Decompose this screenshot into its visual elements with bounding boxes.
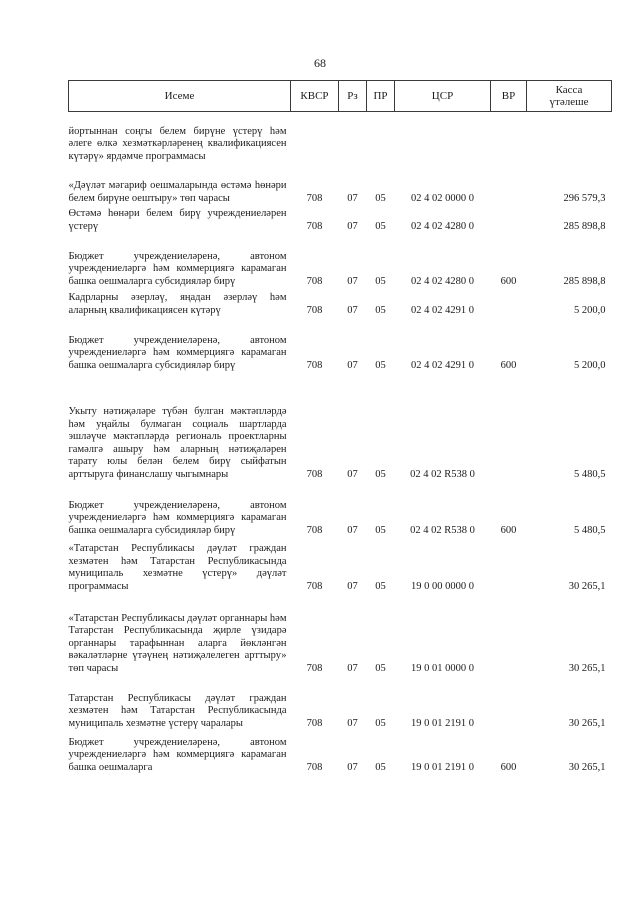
row-kvsr: [291, 112, 339, 165]
row-pr: 05: [375, 580, 386, 592]
row-vr: 600: [500, 359, 517, 371]
row-kvsr: 708: [306, 662, 323, 674]
row-kvsr: 708: [306, 580, 323, 592]
row-rz: 07: [347, 192, 358, 204]
row-rz: 07: [347, 220, 358, 232]
row-vr: [491, 207, 527, 235]
header-name: Исеме: [69, 81, 291, 112]
table-row: [69, 595, 612, 677]
row-pr: 05: [375, 524, 386, 536]
header-kassa-line2: үтәлеше: [549, 96, 589, 108]
header-pr: ПР: [367, 81, 395, 112]
row-kvsr: 708: [306, 275, 323, 287]
row-pr: 05: [375, 220, 386, 232]
row-name: Бюджет учреждениеләренә, автоном учреждениеләргә һәм коммерциягә карамаган башка оешмаларга субсидияләр бирү: [68, 250, 287, 287]
header-vr: ВР: [491, 81, 527, 112]
table-row: [69, 483, 612, 539]
row-rz: 07: [347, 662, 358, 674]
row-name: Кадрларны әзерләү, яңадан әзерләү һәм аларның квалификациясен күтәрү: [68, 292, 287, 316]
row-pr: 05: [375, 304, 386, 316]
row-kvsr: 708: [306, 524, 323, 536]
header-rz: Рз: [339, 81, 367, 112]
table-row: [69, 732, 612, 776]
row-vr: [491, 677, 527, 732]
row-amount: 30 265,1: [568, 662, 606, 674]
page-number: 68: [314, 56, 326, 70]
row-rz: 07: [347, 468, 358, 480]
row-pr: 05: [375, 761, 386, 773]
row-vr: [491, 595, 527, 677]
row-kvsr: 708: [306, 192, 323, 204]
row-kvsr: 708: [306, 220, 323, 232]
row-csr: 19 0 01 2191 0: [411, 717, 474, 729]
row-name: Бюджет учреждениеләренә, автоном учреждениеләргә һәм коммерциягә карамаган башка оешмаларга субсидияләр бирү: [68, 334, 287, 371]
row-rz: 07: [347, 524, 358, 536]
row-rz: 07: [347, 359, 358, 371]
row-kvsr: 708: [306, 761, 323, 773]
row-csr: [395, 112, 491, 165]
row-rz: 07: [347, 580, 358, 592]
row-name: «Татарстан Республикасы дәүләт граждан хезмәтен һәм Татарстан Республикасында муниципаль хезмәтне үстерү» дәүләт программасы: [68, 543, 287, 592]
table-row: [69, 539, 612, 595]
row-csr: 19 0 01 2191 0: [411, 761, 474, 773]
table-row: [69, 235, 612, 290]
row-vr: [491, 290, 527, 319]
row-name: Бюджет учреждениеләренә, автоном учреждениеләргә һәм коммерциягә карамаган башка оешмаларга субсидияләр бирү: [68, 499, 287, 536]
row-vr: [491, 112, 527, 165]
row-name: Өстәмә һөнәри белем бирү учреждениеләрен үстерү: [68, 208, 287, 232]
row-amount: 30 265,1: [568, 761, 606, 773]
row-amount: 5 200,0: [574, 304, 606, 316]
table-row: [69, 112, 612, 165]
row-pr: 05: [375, 717, 386, 729]
row-amount: [527, 112, 612, 165]
row-csr: 19 0 00 0000 0: [411, 580, 474, 592]
row-csr: 02 4 02 4291 0: [411, 304, 474, 316]
row-vr: 600: [500, 761, 517, 773]
row-name: «Татарстан Республикасы дәүләт органнары һәм Татарстан Республикасында җирле үзидарә органнары тарафыннан аларга йөкләнгән вәкаләтләрне үтәүнең нәтиҗәлелеген арттыру» төп чарасы: [68, 612, 287, 674]
row-vr: 600: [500, 275, 517, 287]
row-kvsr: 708: [306, 304, 323, 316]
row-name: Татарстан Республикасы дәүләт граждан хезмәтен һәм Татарстан Республикасында муниципаль хезмәтне үстерү чаралары: [68, 692, 287, 729]
row-vr: [491, 539, 527, 595]
row-pr: 05: [375, 359, 386, 371]
row-amount: 30 265,1: [568, 580, 606, 592]
row-vr: [491, 374, 527, 483]
row-amount: 285 898,8: [563, 220, 606, 232]
row-rz: 07: [347, 304, 358, 316]
row-amount: 5 200,0: [574, 359, 606, 371]
table-row: [69, 165, 612, 207]
row-pr: [367, 112, 395, 165]
table-row: [69, 319, 612, 374]
row-amount: 296 579,3: [563, 192, 606, 204]
row-pr: 05: [375, 275, 386, 287]
row-amount: 285 898,8: [563, 275, 606, 287]
budget-table: [68, 80, 612, 776]
header-csr: ЦСР: [395, 81, 491, 112]
row-pr: 05: [375, 662, 386, 674]
table-body: [69, 112, 612, 776]
row-csr: 02 4 02 R538 0: [410, 524, 475, 536]
row-csr: 02 4 02 4291 0: [411, 359, 474, 371]
row-vr: [491, 165, 527, 207]
row-pr: 05: [375, 468, 386, 480]
row-rz: 07: [347, 717, 358, 729]
row-name: «Дәүләт мәгариф оешмаларында өстәмә һөнәри белем бирүне оештыру» төп чарасы: [68, 180, 287, 204]
row-kvsr: 708: [306, 468, 323, 480]
table-row: [69, 677, 612, 732]
header-kvsr: КВСР: [291, 81, 339, 112]
table-header: [69, 81, 612, 112]
row-csr: 02 4 02 0000 0: [411, 192, 474, 204]
row-csr: 02 4 02 4280 0: [411, 275, 474, 287]
row-csr: 02 4 02 4280 0: [411, 220, 474, 232]
header-kassa-line1: Касса: [555, 84, 583, 96]
table-row: [69, 290, 612, 319]
row-csr: 19 0 01 0000 0: [411, 662, 474, 674]
row-kvsr: 708: [306, 717, 323, 729]
row-rz: 07: [347, 761, 358, 773]
table-row: [69, 374, 612, 483]
row-amount: 30 265,1: [568, 717, 606, 729]
row-kvsr: 708: [306, 359, 323, 371]
header-kassa: [527, 81, 612, 112]
row-name: Бюджет учреждениеләренә, автоном учреждениеләргә һәм коммерциягә карамаган башка оешмаларга: [68, 736, 287, 773]
table-row: [69, 207, 612, 235]
row-name: Укыту нәтиҗәләре түбән булган мәктәпләрдә һәм уңайлы булмаган социаль шартларда эшләүче мәктәпләрдә региональ проектларны гамәлгә ашыру һәм аларның нәтиҗәләрен тарату юлы белән белем бирү сыйфатын арттыруга финанслашу чыгымнары: [68, 405, 287, 480]
row-csr: 02 4 02 R538 0: [410, 468, 475, 480]
row-rz: 07: [347, 275, 358, 287]
row-vr: 600: [500, 524, 517, 536]
row-rz: [339, 112, 367, 165]
row-name: йортыннан соңгы белем бирүне үстерү һәм әлеге өлкә хезмәткәрләренең квалификациясен күтәрү» ярдәмче программасы: [68, 125, 287, 162]
row-amount: 5 480,5: [574, 468, 606, 480]
row-amount: 5 480,5: [574, 524, 606, 536]
row-pr: 05: [375, 192, 386, 204]
